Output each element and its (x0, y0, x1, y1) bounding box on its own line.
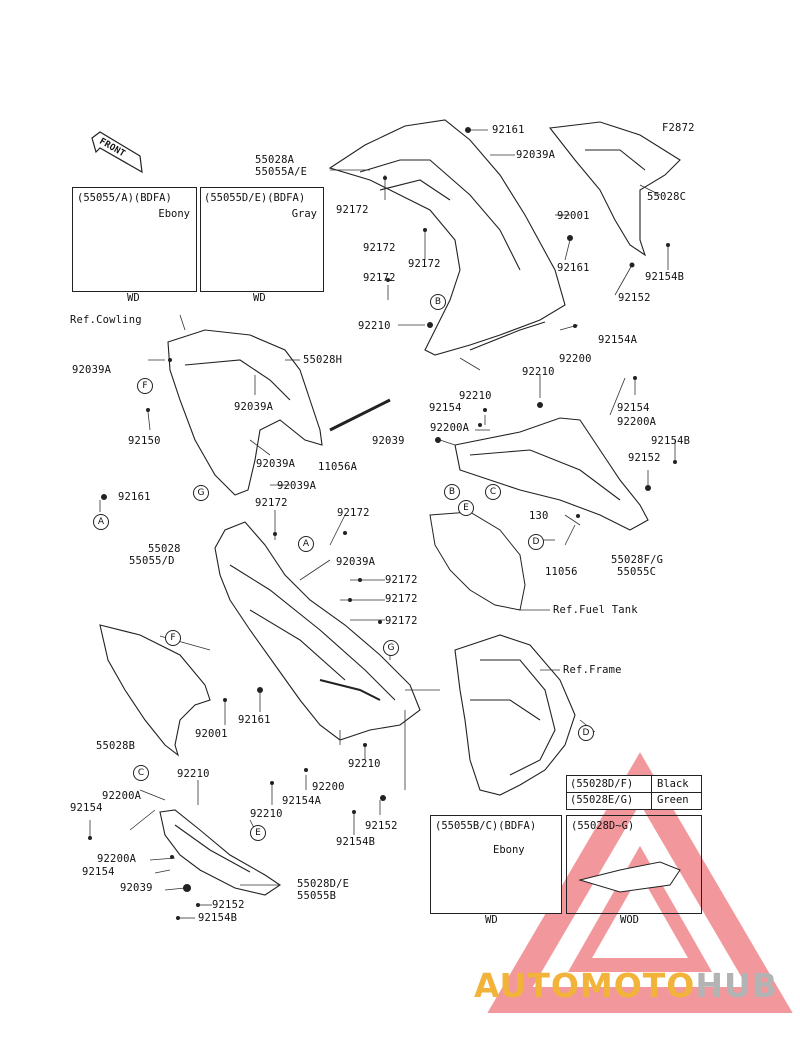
part-label: 55028A (255, 154, 295, 166)
part-label: 92200 (559, 353, 592, 365)
color-table (566, 775, 702, 810)
part-label: 92039A (277, 480, 317, 492)
color-table-color: Black (657, 778, 689, 790)
callout-g: G (383, 640, 399, 656)
color-table-part: (55028E/G) (570, 794, 634, 806)
part-label: 55055/D (129, 555, 175, 567)
part-label: 92172 (363, 272, 396, 284)
panel-55028B (100, 625, 210, 755)
part-label: Ref.Frame (563, 664, 622, 676)
part-label: 55028C (647, 191, 687, 203)
part-label: 92154 (70, 802, 103, 814)
inset-footer: WD (127, 292, 140, 304)
watermark-part1: AUTOMOTO (474, 966, 696, 1005)
inset-footer: WD (253, 292, 266, 304)
callout-b: B (444, 484, 460, 500)
front-label: FRONT (97, 136, 127, 160)
callout-f: F (165, 630, 181, 646)
part-label: 92200A (102, 790, 142, 802)
part-label: 92200A (430, 422, 470, 434)
part-label: 130 (529, 510, 549, 522)
part-label: 92200A (97, 853, 137, 865)
part-label: 92039 (120, 882, 153, 894)
lower-fairing-55028DE (160, 810, 280, 895)
part-label: 92039A (256, 458, 296, 470)
color-table-color: Green (657, 794, 689, 806)
part-label: 92154A (282, 795, 322, 807)
part-label: 55055B (297, 890, 337, 902)
callout-e: E (458, 500, 474, 516)
callout-d: D (528, 534, 544, 550)
part-label: 92161 (492, 124, 525, 136)
part-label: 92172 (363, 242, 396, 254)
inset-footer: WD (485, 914, 498, 926)
inset-color: Gray (291, 208, 317, 220)
part-label: Ref.Cowling (70, 314, 142, 326)
inset-footer: WOD (620, 914, 639, 926)
frame-outline (455, 635, 575, 795)
callout-c: C (485, 484, 501, 500)
part-label: Ref.Fuel Tank (553, 604, 638, 616)
part-label: 92154 (82, 866, 115, 878)
part-label: 92154A (598, 334, 638, 346)
part-label: 92200A (617, 416, 657, 428)
color-table-part: (55028D/F) (570, 778, 634, 790)
callout-d: D (578, 725, 594, 741)
part-label: 11056 (545, 566, 578, 578)
part-label: 11056A (318, 461, 358, 473)
part-label: 92172 (337, 507, 370, 519)
part-label: 55055C (617, 566, 657, 578)
part-label: 92152 (628, 452, 661, 464)
part-label: 92200 (312, 781, 345, 793)
inset-box-55055A (72, 187, 197, 292)
inset-header: (55055D/E)(BDFA) (204, 192, 306, 204)
callout-e: E (250, 825, 266, 841)
callout-c: C (133, 765, 149, 781)
part-label: 92039A (516, 149, 556, 161)
callout-a: A (298, 536, 314, 552)
part-label: 92172 (408, 258, 441, 270)
part-label: 92210 (358, 320, 391, 332)
callout-f: F (137, 378, 153, 394)
part-label: 92152 (365, 820, 398, 832)
part-label: 92039A (72, 364, 112, 376)
part-label: 92210 (522, 366, 555, 378)
part-label: 55055A/E (255, 166, 308, 178)
part-label: 92154 (429, 402, 462, 414)
part-label: 92039A (234, 401, 274, 413)
inset-box-55055BC (430, 815, 562, 914)
part-label: 92161 (118, 491, 151, 503)
watermark-text (474, 966, 778, 1005)
fuel-tank-outline (430, 512, 525, 610)
part-label: 92210 (348, 758, 381, 770)
diagram-code: F2872 (662, 122, 695, 134)
part-label: 92154B (336, 836, 376, 848)
part-label: 55028H (303, 354, 343, 366)
inset-header: (55055/A)(BDFA) (77, 192, 172, 204)
inset-color: Ebony (158, 208, 190, 220)
inset-box-55055DE (200, 187, 324, 292)
part-label: 92161 (557, 262, 590, 274)
part-label: 92001 (195, 728, 228, 740)
part-label: 92172 (385, 615, 418, 627)
part-label: 92210 (177, 768, 210, 780)
part-label: 92161 (238, 714, 271, 726)
part-label: 92150 (128, 435, 161, 447)
callout-b: B (430, 294, 446, 310)
part-label: 92152 (618, 292, 651, 304)
inset-color: Ebony (493, 844, 525, 856)
part-label: 92154 (617, 402, 650, 414)
main-side-cowl-55028 (215, 522, 420, 740)
part-label: 92172 (385, 593, 418, 605)
lower-panel-55028FG (455, 418, 648, 530)
part-label: 55028 (148, 543, 181, 555)
part-label: 92172 (385, 574, 418, 586)
part-label: 92001 (557, 210, 590, 222)
callout-a: A (93, 514, 109, 530)
inset-header: (55028D~G) (571, 820, 635, 832)
part-label: 55028B (96, 740, 136, 752)
part-label: 92039A (336, 556, 376, 568)
part-label: 92154B (651, 435, 691, 447)
callout-g: G (193, 485, 209, 501)
part-label: 55028F/G (611, 554, 664, 566)
part-label: 92172 (255, 497, 288, 509)
part-label: 92039 (372, 435, 405, 447)
part-label: 92210 (459, 390, 492, 402)
part-label: 92152 (212, 899, 245, 911)
part-label: 92154B (645, 271, 685, 283)
watermark-part2: HUB (695, 966, 778, 1005)
part-label: 55028D/E (297, 878, 350, 890)
part-label: 92154B (198, 912, 238, 924)
part-label: 92210 (250, 808, 283, 820)
inset-header: (55055B/C)(BDFA) (435, 820, 537, 832)
part-label: 92172 (336, 204, 369, 216)
inset-box-55028DG (566, 815, 702, 914)
